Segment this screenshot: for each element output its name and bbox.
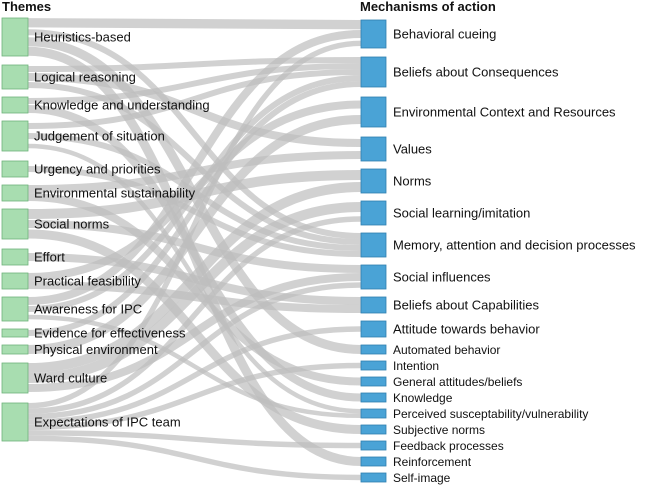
mechanism-node-m10	[361, 345, 386, 354]
mechanism-label-m5: Social learning/imitation	[393, 205, 531, 221]
theme-node-t9	[2, 297, 28, 321]
theme-node-t11	[2, 345, 28, 354]
mechanism-label-m6: Memory, attention and decision processes	[393, 237, 636, 253]
mechanism-label-m15: Subjective norms	[393, 423, 486, 437]
mechanism-node-m8	[361, 297, 386, 313]
theme-node-t0	[2, 18, 28, 56]
mechanism-node-m12	[361, 377, 386, 386]
theme-node-t1	[2, 65, 28, 89]
theme-label-t10: Evidence for effectiveness	[34, 325, 186, 341]
theme-node-t4	[2, 161, 28, 177]
mechanism-label-m7: Social influences	[393, 269, 491, 285]
theme-label-t5: Environmental sustainability	[34, 185, 196, 201]
flow-link-t0-m0	[28, 23, 361, 25]
mechanism-node-m16	[361, 441, 386, 450]
theme-label-t11: Physical environment	[34, 342, 158, 357]
mechanism-node-m2	[361, 97, 386, 127]
mechanism-node-m1	[361, 57, 386, 87]
theme-node-t7	[2, 249, 28, 265]
theme-node-t13	[2, 403, 28, 441]
theme-label-t2: Knowledge and understanding	[34, 97, 210, 113]
mechanism-label-m2: Environmental Context and Resources	[393, 104, 616, 120]
theme-label-t6: Social norms	[34, 216, 110, 232]
mechanism-node-m7	[361, 265, 386, 289]
mechanism-node-m17	[361, 457, 386, 466]
mechanism-node-m0	[361, 20, 386, 48]
link-layer	[28, 23, 361, 478]
mechanism-label-m12: General attitudes/beliefs	[393, 375, 523, 389]
mechanism-node-m18	[361, 473, 386, 482]
theme-node-t8	[2, 273, 28, 289]
themes-header: Themes	[2, 0, 52, 14]
theme-label-t3: Judgement of situation	[34, 128, 165, 144]
mechanisms-header: Mechanisms of action	[360, 0, 496, 14]
theme-node-t6	[2, 209, 28, 239]
mechanism-node-m11	[361, 361, 386, 370]
mechanism-node-m15	[361, 425, 386, 434]
mechanism-label-m14: Perceived susceptability/vulnerability	[393, 407, 589, 421]
theme-label-t0: Heuristics-based	[34, 29, 131, 45]
mechanism-label-m10: Automated behavior	[393, 343, 501, 357]
mechanism-label-m16: Feedback processes	[393, 439, 504, 453]
mechanism-label-m4: Norms	[393, 173, 432, 189]
mechanism-label-m1: Beliefs about Consequences	[393, 64, 559, 80]
mechanism-label-m13: Knowledge	[393, 391, 453, 405]
mechanism-node-m6	[361, 233, 386, 257]
mechanism-node-m3	[361, 137, 386, 161]
theme-node-t2	[2, 97, 28, 113]
mechanism-node-m4	[361, 169, 386, 193]
mechanism-node-m13	[361, 393, 386, 402]
theme-label-t13: Expectations of IPC team	[34, 414, 181, 430]
theme-node-t12	[2, 363, 28, 393]
theme-label-t4: Urgency and priorities	[34, 161, 161, 177]
mechanism-label-m8: Beliefs about Capabilities	[393, 297, 539, 313]
mechanism-label-m0: Behavioral cueing	[393, 26, 497, 42]
mechanism-label-m11: Intention	[393, 359, 440, 373]
theme-label-t12: Ward culture	[34, 370, 108, 386]
theme-label-t9: Awareness for IPC	[34, 301, 143, 317]
mechanism-label-m9: Attitude towards behavior	[393, 321, 540, 337]
mechanism-node-m9	[361, 321, 386, 337]
theme-node-t5	[2, 185, 28, 201]
mechanism-node-m14	[361, 409, 386, 418]
mechanism-node-m5	[361, 201, 386, 225]
theme-label-t8: Practical feasibility	[34, 273, 141, 289]
theme-node-t3	[2, 121, 28, 151]
mechanism-label-m17: Reinforcement	[393, 455, 472, 469]
mechanism-label-m3: Values	[393, 141, 432, 157]
theme-node-t10	[2, 329, 28, 337]
mechanism-label-m18: Self-image	[393, 471, 451, 485]
theme-label-t1: Logical reasoning	[34, 69, 136, 85]
theme-label-t7: Effort	[34, 249, 65, 265]
